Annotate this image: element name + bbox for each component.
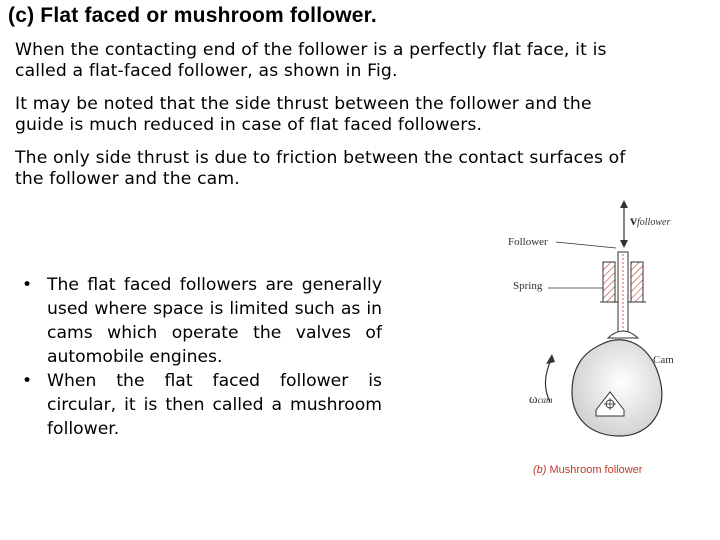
figure-caption (533, 464, 642, 476)
bullet-dot: • (22, 275, 33, 295)
mushroom-follower-figure (500, 196, 700, 486)
follower-leader (556, 242, 616, 248)
paragraph-side-thrust (15, 94, 720, 136)
guide-left (603, 262, 615, 302)
velocity-arrow-head-up (620, 200, 628, 208)
velocity-subscript: follower (637, 217, 671, 228)
bullet-dot: • (22, 371, 33, 391)
paragraph-definition (15, 40, 720, 82)
omega-subscript: cam (537, 395, 553, 405)
paragraph-line: It may be noted that the side thrust between the follower and the (15, 94, 592, 114)
velocity-label (630, 212, 670, 230)
cam-shape (572, 340, 662, 436)
paragraph-line: guide is much reduced in case of flat faced followers. (15, 115, 483, 135)
paragraph-line: called a flat-faced follower, as shown in Fig. (15, 61, 398, 81)
paragraph-friction (15, 148, 720, 190)
slide-title: (c) Flat faced or mushroom follower. (8, 4, 377, 27)
bullet-item (22, 273, 382, 369)
bullet-item (22, 369, 382, 441)
velocity-arrow-head-down (620, 240, 628, 248)
paragraph-line: When the contacting end of the follower is a perfectly flat face, it is (15, 40, 607, 60)
paragraph-line: the follower and the cam. (15, 169, 240, 189)
bullet-list (22, 273, 382, 441)
cam-label: Cam (653, 354, 674, 366)
bullet-text: When the flat faced follower is circular, it is then called a mushroom follower. (47, 371, 382, 439)
paragraph-line: The only side thrust is due to friction between the contact surfaces of (15, 148, 626, 168)
follower-label: Follower (508, 236, 548, 248)
bullet-text: The flat faced followers are generally used where space is limited such as in cams which operate the valves of automobile engines. (47, 275, 382, 367)
caption-letter: (b) (533, 464, 547, 476)
omega-symbol: ω (529, 391, 538, 406)
velocity-symbol: v (630, 214, 637, 229)
rotation-arrow-head (546, 354, 555, 364)
angular-velocity-label (529, 390, 553, 408)
caption-text: Mushroom follower (549, 464, 643, 476)
guide-right (631, 262, 643, 302)
mushroom-head (608, 331, 638, 338)
spring-label: Spring (513, 280, 543, 292)
